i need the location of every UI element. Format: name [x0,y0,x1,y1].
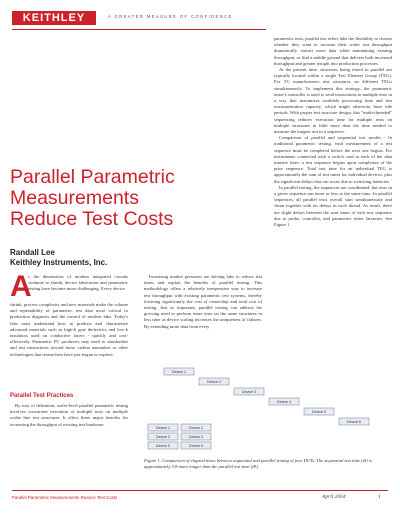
footer-date: April 2004 [322,494,346,500]
sequential-box-2-label: Device 2 [207,379,221,384]
parallel-box-2-2 [181,433,211,440]
author-name: Randall Lee [10,248,55,257]
section-paragraph: By way of definition, wafer-level parallel parametric testing involves concurrent execution of multiple tests on multiple scribe line test structures. It offers three major benefits for increasing the throughput of existing test hardware. [10,403,128,427]
figure-1-caption: Figure 1. Comparison of elapsed times between sequential and parallel testing of four DUTs. The sequential test time (tS) is approximately 3.8 times longer than the parallel test time (tP). [144,458,372,469]
column-1-section-text [10,403,128,428]
parallel-box-2-2-label: Device 4 [189,434,203,439]
footer-rule [12,490,388,491]
intro-paragraph-continued: shrink, process complexity and new materials make the volume and repeatability of parametric test data more critical to production diagnosis and the control of modern fabs. Today's fabs must understand how to produce and characterize advanced materials such as high-k gate dielectrics and low-k insulators used on conductive layers - quickly and cost-effectively. Parametric PC producers may need to standardize and test instructions toward those carbon nanotubes or other technologies that researchers have just begun to explore. [10,302,128,357]
title-line-1: Parallel Parametric [10,166,175,188]
sequential-box-3 [234,388,264,395]
column-3-body [274,36,392,228]
sequential-box-6-label: Device 6 [347,419,361,424]
column-2-paragraph: Increasing market pressures are driving fabs to reduce test times and exploit the benefits of parallel testing. This methodology offers a relatively inexpensive way to increase test throughput with existing parametric test systems, thereby lowering significantly the cost of ownership and total cost of testing. Just as important, parallel testing can address the growing need to perform more tests on the same structures in less time as device scaling increases the uniqueness of failures. By extending more data from every [144,274,262,329]
parallel-box-3-1 [148,442,178,449]
tagline: A GREATER MEASURE OF CONFIDENCE [108,14,233,19]
sequential-box-4-label: Device 4 [277,399,291,404]
title-line-2: Measurements [10,187,139,209]
parallel-box-1-1-label: Device 1 [156,425,170,430]
keithley-logo: KEITHLEY [12,11,96,25]
column-3-paragraph-4: In parallel testing, the sequences are coordinated, but tests in a given sequence run more or less at the same time. In parallel sequences, all parallel tests overall start simultaneously and churn together with no delays in each thread. As result, there are slight delays between the start times of each test sequence due to probe, controller, and parametric tester latencies. See Figure 1. [274,184,392,228]
figure-1-timing-diagram [144,362,394,454]
sequential-box-6 [339,418,369,425]
parallel-box-2-1-label: Device 3 [156,434,170,439]
page-number: 1 [378,494,381,500]
parallel-box-3-2 [181,442,211,449]
parallel-box-1-1 [148,424,178,431]
column-3-paragraph-2: At the present time, structures being tested in parallel are typically located within a single Test Element Group (TEG). For TC manufacturers test structures on different TEGs simultaneously. To implement this strategy, the parametric tester's controller is used to send instructions to multiple tests in a way that maximizes available processing time and test instrumentation capacity, which might otherwise have idle periods. With proper test structure design, this "multi-threaded" sequencing reduces execution time for multiple tests on multiple structures in little more than the time needed to measure the longest test in a sequence. [274,67,392,135]
column-3-paragraph-1: parametric tests, parallel test offers fabs the flexibility to choose whether they want to increase their wafer test throughput dramatically, extract more data while maintaining existing throughput, or find a middle ground that delivers both increased throughput and greater insight into production processes. [274,36,392,66]
sequential-box-5 [304,408,334,415]
article-title [10,167,270,230]
column-1-body [10,302,128,358]
parallel-box-1-2 [181,424,211,431]
author-affiliation: Keithley Instruments, Inc. [10,258,108,267]
sequential-box-3-label: Device 3 [242,389,256,394]
sequential-box-2 [199,378,229,385]
intro-text-beside-dropcap [28,274,128,293]
parallel-box-2-1 [148,433,178,440]
parallel-box-1-2-label: Device 2 [189,425,203,430]
sequential-box-1-label: Device 1 [172,369,186,374]
header-rule [12,29,266,30]
parallel-box-3-2-label: Device 6 [189,443,203,448]
sequential-box-5-label: Device 5 [312,409,326,414]
column-3-paragraph-3: Comparison of parallel and sequential test modes - In traditional parametric testing, each measurement of a test sequence must be completed before the next one begins. For instruments connected with a switch card in each of the data transfer lines, a test sequence begins upon completion of the prior sequence. Total test time for an individual TEG is approximately the sum of test times for individual devices, plus the significant delays that can occur due to switching latencies. [274,135,392,184]
sequential-box-1 [164,368,194,375]
footer-article-title: Parallel Parametric Measurements Reduce Test Costs [12,495,118,500]
intro-paragraph-start: s the dimensions of modern integrated circuits continue to shrink, device fabrication and parametric testing have become more challenging. Every device [28,274,128,292]
title-line-3: Reduce Test Costs [10,208,174,230]
parallel-box-3-1-label: Device 5 [156,443,170,448]
section-heading-parallel-test-practices: Parallel Test Practices [10,393,74,399]
drop-cap: A [10,270,32,303]
sequential-box-4 [269,398,299,405]
column-2-body [144,274,262,330]
